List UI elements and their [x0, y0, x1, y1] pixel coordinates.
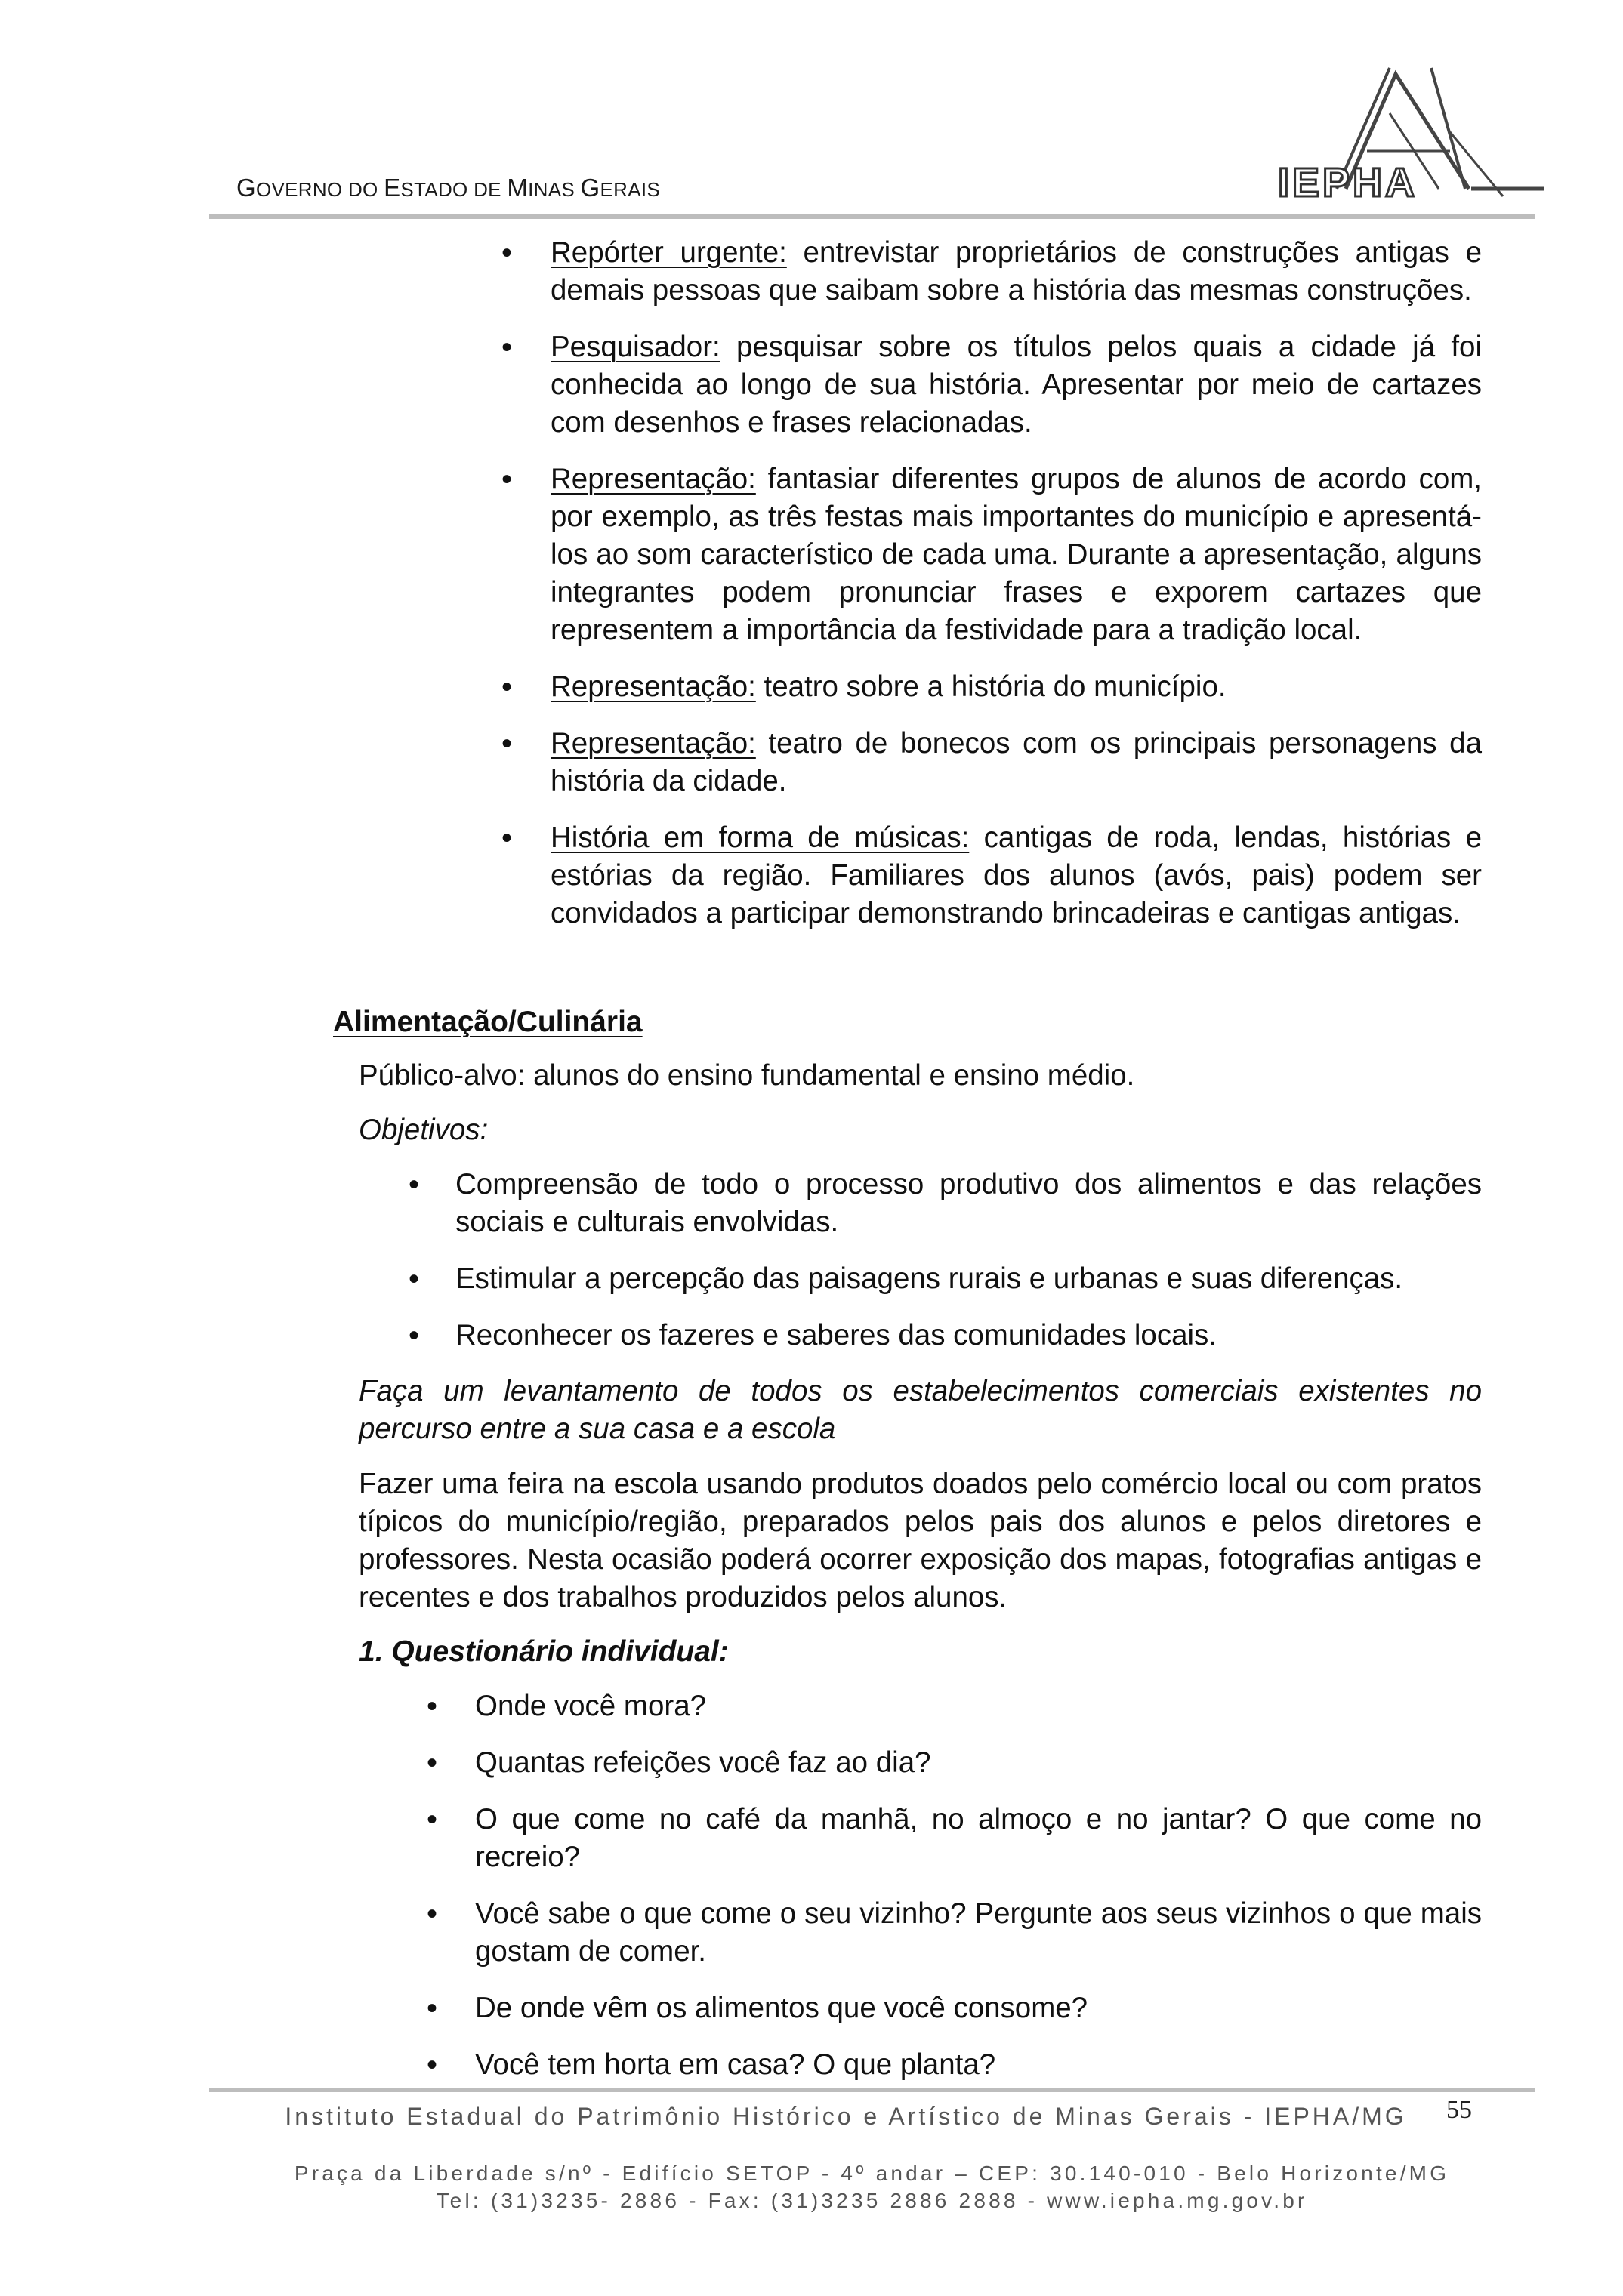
logo-wordmark: IEPHA [1278, 160, 1418, 205]
list-item: • Pesquisador: pesquisar sobre os títulos pelos quais a cidade já foi conhecida ao longo de sua história. Apresentar por meio de cartazes com desenhos e frases relacionadas. [501, 331, 1482, 439]
page-number: 55 [1446, 2096, 1472, 2124]
questions-list [427, 1687, 1482, 2084]
list-item: • De onde vêm os alimentos que você consome? [427, 1992, 1088, 2025]
list-item: • Representação: fantasiar diferentes grupos de alunos de acordo com, por exemplo, as três festas mais importantes do município e apresentá-los ao som característico de cada uma. Durante a apresentação, alguns integrantes podem pronunciar frases e exporem cartazes que representem a importância da festividade para a tradição local. [501, 463, 1482, 646]
list-item: • Quantas refeições você faz ao dia? [427, 1746, 931, 1780]
objectives-label: Objetivos: [359, 1114, 489, 1146]
footer-institute: Instituto Estadual do Patrimônio Histórico e Artístico de Minas Gerais - IEPHA/MG [285, 2103, 1407, 2130]
list-item: • O que come no café da manhã, no almoço e no jantar? O que come no recreio? [427, 1803, 1482, 1873]
list-item: • Compreensão de todo o processo produtivo dos alimentos e das relações sociais e culturais envolvidas. [409, 1168, 1482, 1238]
objectives-container [409, 1166, 1482, 1354]
footer-address-block [209, 2160, 1535, 2214]
audience-line: Público-alvo: alunos do ensino fundamental e ensino médio. [359, 1059, 1135, 1092]
list-item: • Onde você mora? [427, 1690, 707, 1723]
list-item: • Representação: teatro de bonecos com os principais personagens da história da cidade. [501, 727, 1482, 797]
iepha-logo [1276, 60, 1544, 211]
footer-contact: Tel: (31)3235- 2886 - Fax: (31)3235 2886 2888 - www.iepha.mg.gov.br [436, 2189, 1308, 2212]
list-item: • Representação: teatro sobre a história do município. [501, 670, 1227, 704]
list-item: • Reconhecer os fazeres e saberes das comunidades locais. [409, 1319, 1217, 1352]
footer-address: Praça da Liberdade s/nº - Edifício SETOP - 4º andar – CEP: 30.140-010 - Belo Horizonte/MG [294, 2162, 1450, 2185]
list-item: • Estimular a percepção das paisagens rurais e urbanas e suas diferenças. [409, 1262, 1403, 1296]
section-heading: Alimentação/Culinária [333, 1006, 643, 1038]
list-item: • Repórter urgente: entrevistar proprietários de construções antigas e demais pessoas que saibam sobre a história das mesmas construções. [501, 236, 1482, 307]
survey-prompt: Faça um levantamento de todos os estabelecimentos comerciais existentes no percurso entre a sua casa e a escola [359, 1375, 1482, 1445]
header-divider [209, 214, 1535, 219]
questions-container [427, 1687, 1482, 2084]
objectives-list [409, 1166, 1482, 1354]
questionnaire-heading: 1. Questionário individual: [359, 1635, 729, 1668]
footer-divider [209, 2088, 1535, 2092]
activities-list [501, 234, 1482, 932]
list-item: • Você sabe o que come o seu vizinho? Pergunte aos seus vizinhos o que mais gostam de comer. [427, 1897, 1482, 1968]
list-item: • História em forma de músicas: cantigas de roda, lendas, histórias e estórias da região. Familiares dos alunos (avós, pais) podem ser convidados a participar demonstrando brincadeiras e cantigas antigas. [501, 821, 1482, 929]
activities-list-container [501, 234, 1482, 932]
header-title: GOVERNO DO ESTADO DE MINAS GERAIS [236, 174, 661, 202]
fair-paragraph: Fazer uma feira na escola usando produtos doados pelo comércio local ou com pratos típicos do município/região, preparados pelos pais dos alunos e pelos diretores e professores. Nesta ocasião poderá ocorrer exposição dos mapas, fotografias antigas e recentes e dos trabalhos produzidos pelos alunos. [359, 1468, 1482, 1613]
list-item: • Você tem horta em casa? O que planta? [427, 2048, 996, 2082]
